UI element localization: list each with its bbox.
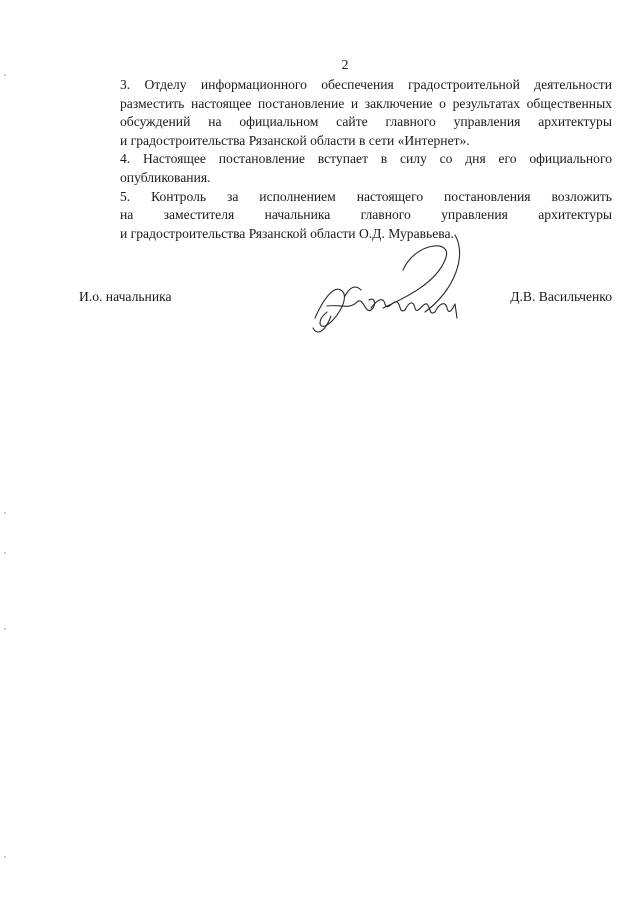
scan-dot <box>4 512 6 514</box>
paragraph-line: обсуждений на официальном сайте главного управления архитектуры <box>120 114 612 130</box>
paragraph-line: и градостроительства Рязанской области в сети «Интернет». <box>120 132 470 148</box>
signer-position: И.о. начальника <box>79 289 172 304</box>
paragraph-line: на заместителя начальника главного управления архитектуры <box>120 207 612 223</box>
paragraph-line: 3. Отделу информационного обеспечения градостроительной деятельности <box>120 77 612 92</box>
paragraph-line: и градостроительства Рязанской области О.Д. Муравьева. <box>120 225 454 241</box>
signer-name: Д.В. Васильченко <box>510 289 612 304</box>
document-body <box>79 76 612 243</box>
paragraph-line: опубликования. <box>120 169 211 185</box>
scan-dot <box>4 552 6 554</box>
handwritten-signature <box>305 230 475 340</box>
scan-dot <box>4 628 6 630</box>
paragraph-3 <box>79 76 612 150</box>
paragraph-line: 4. Настоящее постановление вступает в силу со дня его официального <box>120 151 612 167</box>
page-number: 2 <box>341 58 349 73</box>
paragraph-line: разместить настоящее постановление и заключение о результатах общественных <box>120 95 612 111</box>
paragraph-4 <box>79 150 612 187</box>
scan-artifacts <box>4 0 6 905</box>
scan-dot <box>4 74 6 76</box>
scan-dot <box>4 856 6 858</box>
paragraph-line: 5. Контроль за исполнением настоящего постановления возложить <box>120 188 612 204</box>
